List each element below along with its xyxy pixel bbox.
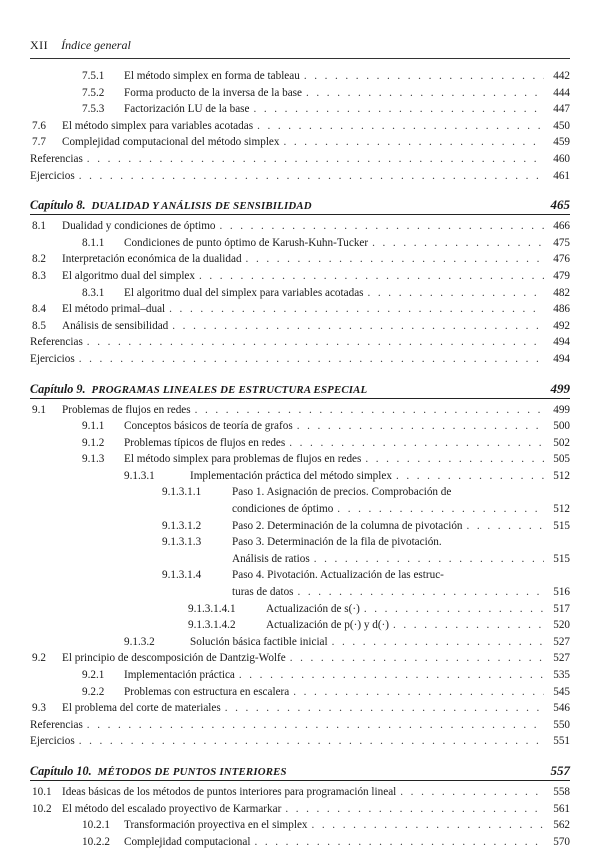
toc-entry [30,700,570,717]
page-number-ref: 545 [553,685,570,698]
chapter-heading-text [30,382,367,397]
section-title-continued: turas de datos [232,586,294,599]
page-number-ref: 527 [553,635,570,648]
section-title: El problema del corte de materiales [62,702,221,715]
toc-entry [30,834,570,850]
toc-entry [30,168,570,185]
page-number-ref: 461 [553,169,570,182]
toc-entry [30,68,570,85]
section-title: Actualización de s(·) [266,602,360,615]
toc-entry-continuation [30,584,570,601]
toc-entry [30,134,570,151]
section-title: Problemas de flujos en redes [62,403,191,416]
toc-entry [30,435,570,452]
section-title: Paso 1. Asignación de precios. Comprobación de [232,486,452,499]
running-title: Índice general [61,38,131,52]
page-number-ref: 479 [553,269,570,282]
section-number: 10.2.1 [82,819,110,832]
toc-entry [30,717,570,734]
section-number: 8.3 [32,269,46,282]
leader-dots [254,834,544,850]
toc-entry [30,268,570,285]
leader-dots [246,251,544,268]
page-number-ref: 512 [553,503,570,516]
leader-dots [285,801,544,818]
leader-dots [284,134,545,151]
page-number-ref: 546 [553,702,570,715]
toc-entry [30,218,570,235]
toc-entry [30,684,570,701]
section-title: El principio de descomposición de Dantzig-Wolfe [62,652,286,665]
section-title: El algoritmo dual del simplex para variables acotadas [124,286,364,299]
section-title: Paso 4. Pivotación. Actualización de las estruc- [232,569,444,582]
section-number: 9.2.1 [82,669,105,681]
chapter-page: 557 [550,762,570,778]
toc-entry [30,567,570,584]
section-title: Ejercicios [30,169,75,182]
leader-dots [290,650,544,667]
section-number: 8.2 [32,253,46,266]
leader-dots [257,118,544,135]
toc-entry [30,334,570,351]
toc-entry [30,118,570,135]
leader-dots [195,402,544,419]
section-number: 7.6 [32,119,46,132]
leader-dots [79,168,544,185]
running-header [30,38,131,53]
leader-dots [87,334,544,351]
section-title: Ejercicios [30,352,75,365]
section-number: 7.7 [32,136,46,149]
toc-entry [30,667,570,684]
toc-entry [30,402,570,419]
section-title: Complejidad computacional del método simplex [62,136,280,149]
section-number: 9.1.3.1.2 [162,519,202,532]
toc-entry [30,251,570,268]
section-number: 9.3 [32,702,46,715]
toc-entry [30,534,570,551]
leader-dots [87,151,544,168]
toc-entry-continuation [30,551,570,568]
leader-dots [364,601,544,618]
page-number-ref: 482 [553,286,570,299]
leader-dots [314,551,544,568]
section-title: El algoritmo dual del simplex [62,269,195,282]
leader-dots [332,634,544,651]
section-title: Complejidad computacional [124,835,251,848]
section-title: El método primal–dual [62,303,166,316]
section-title: Ejercicios [30,735,75,748]
section-number: 9.1.3.1.4 [162,569,202,582]
leader-dots [312,817,544,834]
toc-entry [30,235,570,252]
chapter-heading [30,763,570,781]
section-number: 9.1.3.1.1 [162,486,202,499]
section-title: Análisis de sensibilidad [62,319,169,332]
section-number: 7.5.3 [82,103,105,116]
leader-dots [396,468,544,485]
page-number-ref: 494 [553,336,570,349]
toc-entry [30,484,570,501]
page-number-ref: 486 [553,303,570,316]
section-number: 9.1.2 [82,436,105,449]
chapter-page: 499 [550,380,570,396]
section-title: Referencias [30,152,83,165]
section-number: 8.1.1 [82,236,105,249]
leader-dots [87,717,544,734]
section-number: 8.4 [32,303,46,316]
page-number-ref: 492 [553,319,570,332]
toc-entry [30,301,570,318]
chapter-title: PROGRAMAS LINEALES DE ESTRUCTURA ESPECIAL [91,383,368,396]
chapter-label: Capítulo 9. [30,381,86,396]
section-number: 9.1.1 [82,420,105,433]
page-number-ref: 520 [553,619,570,632]
section-title: El método simplex para problemas de flujos en redes [124,453,362,466]
section-title-continued: condiciones de óptimo [232,503,334,516]
chapter-heading [30,381,570,399]
toc-entry [30,418,570,435]
page-number-ref: 527 [553,652,570,665]
toc-entry [30,451,570,468]
chapter-title: DUALIDAD Y ANÁLISIS DE SENSIBILIDAD [91,200,312,213]
toc-entry [30,518,570,535]
leader-dots [79,351,544,368]
section-number: 10.2 [32,802,52,815]
page-number-ref: 466 [553,220,570,233]
toc-entry [30,468,570,485]
chapter-heading-text [30,764,287,779]
toc-entry [30,101,570,118]
chapter-label: Capítulo 8. [30,198,86,213]
table-of-contents [30,68,570,850]
leader-dots [172,318,544,335]
section-title: Interpretación económica de la dualidad [62,253,242,266]
leader-dots [337,501,544,518]
section-title: Referencias [30,718,83,731]
page-number-ref: 499 [553,403,570,416]
section-number: 9.2 [32,652,46,665]
page-number-ref: 475 [553,236,570,249]
toc-entry [30,733,570,750]
leader-dots [225,700,544,717]
page-number-ref: 442 [553,70,570,82]
section-title: Factorización LU de la base [124,103,250,116]
page-number-ref: 505 [553,453,570,466]
chapter-page: 465 [550,197,570,213]
toc-entry [30,617,570,634]
chapter-heading [30,197,570,215]
section-number: 9.1.3.1 [124,469,155,482]
page-number-ref: 444 [553,86,570,99]
section-number: 9.1.3.1.4.1 [188,602,236,615]
page-number-ref: 516 [553,586,570,599]
section-number: 8.3.1 [82,286,105,299]
toc-entry [30,650,570,667]
page-number-ref: 512 [553,469,570,482]
leader-dots [297,418,544,435]
toc-entry [30,285,570,302]
section-number: 9.1 [32,403,46,416]
section-title: Conceptos básicos de teoría de grafos [124,420,293,433]
section-number: 9.1.3.1.4.2 [188,619,236,632]
section-title: Referencias [30,336,83,349]
section-title: El método simplex para variables acotadas [62,119,254,132]
leader-dots [467,518,544,535]
toc-entry [30,817,570,834]
page-number-ref: 459 [553,136,570,149]
leader-dots [372,235,544,252]
section-title: Solución básica factible inicial [190,635,328,648]
leader-dots [219,218,544,235]
chapter-title: MÉTODOS DE PUNTOS INTERIORES [97,765,287,778]
chapter-heading-text [30,198,312,213]
page-number-ref: 460 [553,152,570,165]
section-number: 10.1 [32,785,52,798]
page-number-ref: 450 [553,119,570,132]
page-number-ref: 515 [553,519,570,532]
leader-dots [298,584,544,601]
toc-entry [30,351,570,368]
toc-entry-continuation [30,501,570,518]
toc-entry [30,151,570,168]
toc-entry [30,784,570,801]
section-title: El método simplex en forma de tableau [124,70,300,82]
page-number-ref: 551 [553,735,570,748]
section-title: Problemas con estructura en escalera [124,685,290,698]
section-title: Paso 2. Determinación de la columna de pivotación [232,519,463,532]
toc-entry [30,634,570,651]
section-number: 7.5.2 [82,86,105,99]
toc-entry [30,801,570,818]
section-title: Ideas básicas de los métodos de puntos interiores para programación lineal [62,785,397,798]
section-title: Transformación proyectiva en el simplex [124,819,308,832]
page-number-ref: 502 [553,436,570,449]
page-number-ref: 515 [553,552,570,565]
page-number-ref: 558 [553,785,570,798]
page-number-ref: 570 [553,835,570,848]
page-number-ref: 535 [553,669,570,681]
section-title: Condiciones de punto óptimo de Karush-Kuhn-Tucker [124,236,369,249]
leader-dots [254,101,545,118]
section-title: Paso 3. Determinación de la fila de pivotación. [232,536,442,549]
section-title: Forma producto de la inversa de la base [124,86,303,99]
toc-entry [30,601,570,618]
page-number-ref: 447 [553,103,570,116]
section-title: Actualización de p(·) y d(·) [266,619,390,632]
leader-dots [289,435,544,452]
leader-dots [306,85,544,102]
section-title: Implementación práctica [124,669,235,681]
section-number: 9.1.3.2 [124,635,155,648]
leader-dots [239,667,544,684]
leader-dots [79,733,544,750]
leader-dots [368,285,544,302]
page-number-ref: 561 [553,802,570,815]
page-number-ref: 550 [553,718,570,731]
toc-entry [30,318,570,335]
section-number: 8.1 [32,220,46,233]
page-number-ref: 476 [553,253,570,266]
page-number-ref: 494 [553,352,570,365]
section-number: 9.1.3.1.3 [162,536,202,549]
leader-dots [400,784,544,801]
section-title: El método del escalado proyectivo de Karmarkar [62,802,282,815]
page-number-ref: 562 [553,819,570,832]
section-title: Implementación práctica del método simplex [190,469,392,482]
leader-dots [365,451,544,468]
leader-dots [169,301,544,318]
chapter-label: Capítulo 10. [30,763,92,778]
section-number: 10.2.2 [82,835,110,848]
page-number-ref: 500 [553,420,570,433]
section-number: 9.1.3 [82,453,105,466]
section-title: Dualidad y condiciones de óptimo [62,220,216,233]
leader-dots [393,617,544,634]
page-number: XII [30,38,49,52]
section-number: 7.5.1 [82,70,105,82]
section-title-continued: Análisis de ratios [232,552,310,565]
page-number-ref: 517 [553,602,570,615]
section-number: 9.2.2 [82,685,105,698]
toc-entry [30,85,570,102]
leader-dots [293,684,544,701]
section-number: 8.5 [32,319,46,332]
leader-dots [304,68,544,85]
section-title: Problemas típicos de flujos en redes [124,436,286,449]
leader-dots [199,268,544,285]
header-rule [30,58,570,59]
